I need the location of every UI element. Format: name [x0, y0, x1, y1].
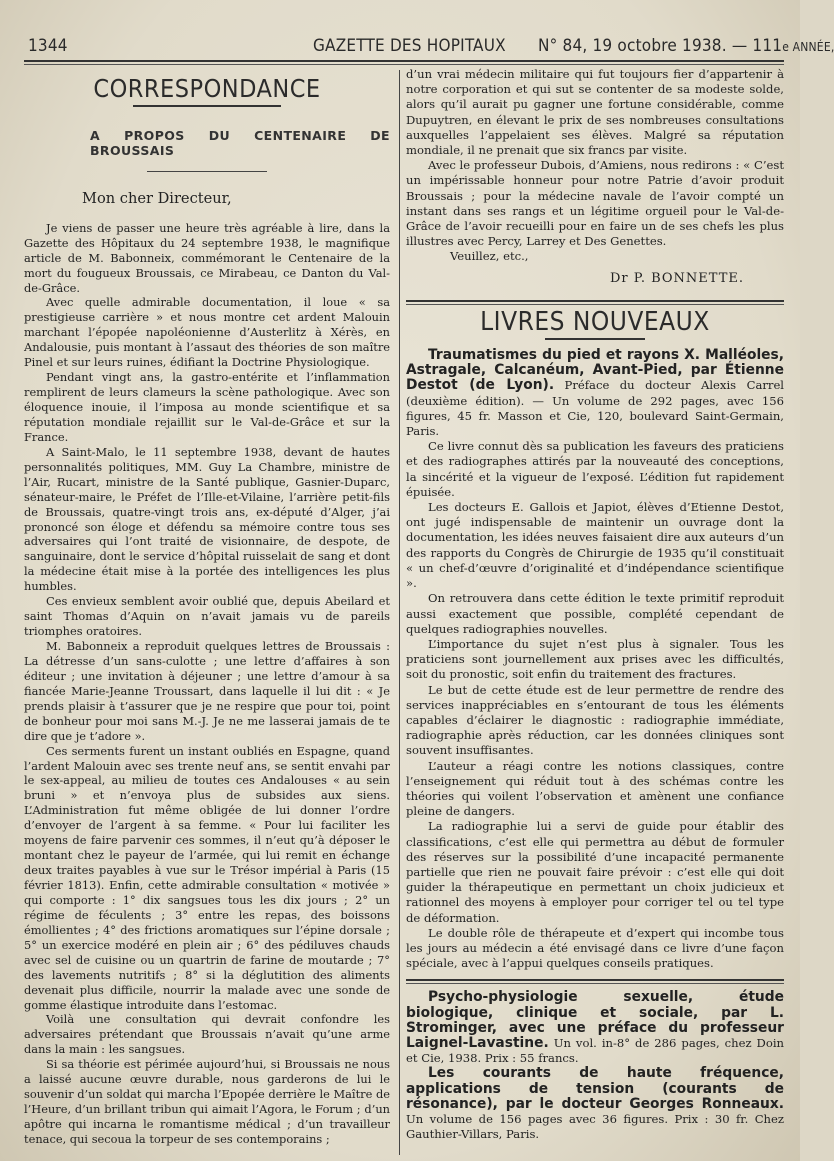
paragraph: Avec le professeur Dubois, d’Amiens, nous redirons : « C’est un impérissable honneur pour notre Patrie d’avoir produit Broussais ; pour la médecine navale de l’avoir compté un instant dans ses rangs et un légitime orgueil pour le Val-de-Grâce de l’avoir recueilli pour en faire un de ses chefs les plus illustres avec Percy, Larrey et Des Genettes.	[406, 158, 784, 249]
paragraph: Ces serments furent un instant oubliés en Espagne, quand l’ardent Malouin avec ses trente neuf ans, se sentit envahi par le sex-appeal, au milieu de toutes ces Andalouses « au sein bruni » et n’envoya plus de subsides aux siens. L’Administration fut même obligée de lui donner l’ordre d’envoyer de l’argent à sa femme. « Pour lui faciliter les moyens de faire parvenir ces sommes, il n’eut qu’à déposer le montant chez le payeur de l’armée, qui lui remit en échange deux traites payables à vue sur le Trésor impérial à Paris (15 février 1813). Enfin, cette admirable consultation « motivée » qui comporte : 1° dix sangsues tous les dix jours ; 2° un régime de féculents ; 3° entre les repas, des boissons émollientes ; 4° des frictions aromatiques sur l’épine dorsale ; 5° un exercice modéré en plein air ; 6° des pédiluves chauds avec sel de cuisine ou un quartrin de farine de moutarde ; 7° des lavements nutritifs ; 8° si la déglutition des aliments devenait plus difficile, nourrir la malade avec une sonde de gomme élastique introduite dans l’estomac.	[24, 743, 390, 1012]
book-details: Préface du docteur Alexis Carrel (deuxième édition). — Un volume de 292 pages, avec 156 figures, 45 fr. Masson et Cie, 120, boulevard Saint-Germain, Paris.	[406, 378, 785, 439]
subheading-rule	[147, 171, 267, 172]
paragraph: L’importance du sujet n’est plus à signaler. Tous les praticiens sont journellement aux prises avec les difficultés, soit du pronostic, soit enfin du traitement des fractures.	[406, 636, 784, 682]
paragraph: M. Babonneix a reproduit quelques lettres de Broussais : La détresse d’un sans-culotte ; une lettre d’affaires à son éditeur ; une invitation à déjeuner ; une lettre d’amour à sa fiancée Marie-Jeanne Troussart, dans laquelle il lui dit : « Je prends plaisir à t’assurer que je ne respire que pour toi, point de bonheur pour moi sans M.-J. Je ne me lasserai jamais de te dire que je t’adore ».	[24, 639, 390, 743]
signature: Dr P. BONNETTE.	[609, 270, 744, 286]
page-number: 1344	[28, 36, 68, 56]
closing: Veuillez, etc.,	[450, 249, 529, 264]
paragraph: Si sa théorie est périmée aujourd’hui, si Broussais ne nous a laissé aucune œuvre durable, nous garderons de lui le souvenir d’un soldat qui marcha l’Epopée derrière le Maître de l’Heure, d’un brillant tribun qui aimait l’Agora, le Forum ; d’un apôtre qui incarna le romantisme médical ; d’un travailleur tenace, qui secoua la torpeur de ses contemporains ;	[24, 1057, 390, 1146]
paragraph: Le double rôle de thérapeute et d’expert qui incombe tous les jours au médecin a été envisagé dans ce livre d’une façon spéciale, avec à l’appui quelques conseils pratiques.	[406, 925, 784, 971]
section-title-correspondance: CORRESPONDANCE	[93, 74, 321, 103]
issue-year-suffix: e ANNÉE,	[782, 40, 834, 54]
right-column	[406, 67, 784, 1142]
book-divider	[406, 979, 784, 984]
book-entry	[406, 1066, 784, 1142]
paragraph: L’auteur a réagi contre les notions classiques, contre l’enseignement qui réduit tout à des schémas contre les théories qui voilent l’observation et amènent une confiance pleine de dangers.	[406, 758, 784, 819]
paragraph: La radiographie lui a servi de guide pour établir des classifications, c’est elle qui permettra au début de formuler des réserves sur la possibilité d’une incapacité permanente partielle que rien ne pouvait faire prévoir : c’est elle qui doit guider la thérapeutique en permettant un choix judicieux et rationnel des moyens à employer pour corriger tel ou tel type de déformation.	[406, 819, 784, 925]
paragraph: A Saint-Malo, le 11 septembre 1938, devant de hautes personnalités politiques, MM. Guy La Chambre, ministre de l’Air, Rucart, ministre de la Santé publique, Gasnier-Duparc, sénateur-maire, le Préfet de l’Ille-et-Vilaine, l’arrière petit-fils de Broussais, quatre-vingt trois ans, ex-député d’Alger, j’ai prononcé son éloge et défendu sa mémoire contre tous ses adversaires qui l’ont traité de visionnaire, de despote, de sanguinaire, dont le service d’hôpital ruisselait de sang et dont la médecine était mise à la portée des intelligences les plus humbles.	[24, 444, 390, 594]
salutation: Mon cher Directeur,	[82, 189, 232, 207]
header-rule-thin	[24, 64, 784, 65]
column-divider	[399, 70, 400, 1155]
article-subheading: A PROPOS DU CENTENAIRE DE BROUSSAIS	[90, 127, 390, 158]
book-entry	[406, 990, 784, 1066]
section-title-livres: LIVRES NOUVEAUX	[480, 306, 710, 337]
left-column	[24, 72, 390, 1147]
header-rule	[24, 60, 784, 62]
paragraph: Voilà une consultation qui devrait confondre les adversaires prétendant que Broussais n’avait qu’une arme dans la main : les sangsues.	[24, 1012, 390, 1057]
section-divider	[406, 300, 784, 305]
paragraph: Pendant vingt ans, la gastro-entérite et l’inflammation remplirent de leurs clameurs la scène pathologique. Avec son éloquence inouie, il l’imposa au monde scientifique et sa réputation mondiale rejaillit sur le Val-de-Grâce et sur la France.	[24, 370, 390, 444]
book-title: Psycho-physiologie sexuelle, étude biologique, clinique et sociale, par L. Strominger, avec une préface du professeur Laignel-Lavastine.	[406, 989, 784, 1051]
book-entry	[406, 348, 784, 439]
title-underline	[133, 105, 281, 107]
book-title: Traumatismes du pied et rayons X. Malléoles, Astragale, Calcanéum, Avant-Pied, par Étienne Destot (de Lyon).	[406, 347, 784, 394]
paragraph: d’un vrai médecin militaire qui fut toujours fier d’appartenir à notre corporation et qui sut se contenter de sa modeste solde, alors qu’il aurait pu gagner une fortune considérable, comme Dupuytren, en élevant le prix de ses nombreuses consultations auxquelles l’appelaient ses élèves. Malgré sa réputation mondiale, il ne prenait que six francs par visite.	[406, 67, 784, 158]
paragraph: Ces envieux semblent avoir oublié que, depuis Abeilard et saint Thomas d’Aquin on n’avait jamais vu de pareils triomphes oratoires.	[24, 594, 390, 639]
book-details: Un vol. in-8° de 286 pages, chez Doin et Cie, 1938. Prix : 55 francs.	[406, 1035, 784, 1066]
paragraph: Les docteurs E. Gallois et Japiot, élèves d’Etienne Destot, ont jugé indispensable de maintenir un ouvrage dont la documentation, les idées neuves faisaient dire aux auteurs d’un des rapports du Congrès de Chirurgie de 1935 qu’il constituait « un chef-d’œuvre d’originalité et d’indépendance scientifique ».	[406, 500, 784, 591]
paragraph: Je viens de passer une heure très agréable à lire, dans la Gazette des Hôpitaux du 24 septembre 1938, le magnifique article de M. Babonneix, commémorant le Centenaire de la mort du fougueux Broussais, ce Mirabeau, ce Danton du Val-de-Grâce.	[24, 220, 390, 295]
issue-date: N° 84, 19 octobre 1938. — 111	[538, 36, 783, 56]
page-header	[28, 36, 834, 60]
book-title: Les courants de haute fréquence, applications de tension (courants de résonance), par le docteur Georges Ronneaux.	[406, 1065, 784, 1112]
book-details: Un volume de 156 pages avec 36 figures. Prix : 30 fr. Chez Gauthier-Villars, Paris.	[406, 1112, 784, 1142]
publication-title: GAZETTE DES HOPITAUX	[313, 36, 506, 56]
paragraph: Ce livre connut dès sa publication les faveurs des praticiens et des radiographes attirés par la nouveauté des conceptions, la sincérité et la vigueur de l’exposé. L’édition fut rapidement épuisée.	[406, 439, 784, 499]
paragraph: On retrouvera dans cette édition le texte primitif reproduit aussi exactement que possible, complété cependant de quelques radiographies nouvelles.	[406, 591, 784, 636]
paragraph: Le but de cette étude est de leur permettre de rendre des services inappréciables en s’entourant de tous les éléments capables d’éclairer le diagnostic : radiographie immédiate, radiographie après réduction, car les données cliniques sont souvent insuffisantes.	[406, 682, 784, 758]
paragraph: Avec quelle admirable documentation, il loue « sa prestigieuse carrière » et nous montre cet ardent Malouin marchant l’épopée napoléonienne d’Austerlitz à Xérès, en Andalousie, puis montant à l’assaut des théories de son maître Pinel et sur leurs ruines, édifiant la Doctrine Physiologique.	[24, 295, 390, 370]
issue-info	[538, 36, 834, 56]
